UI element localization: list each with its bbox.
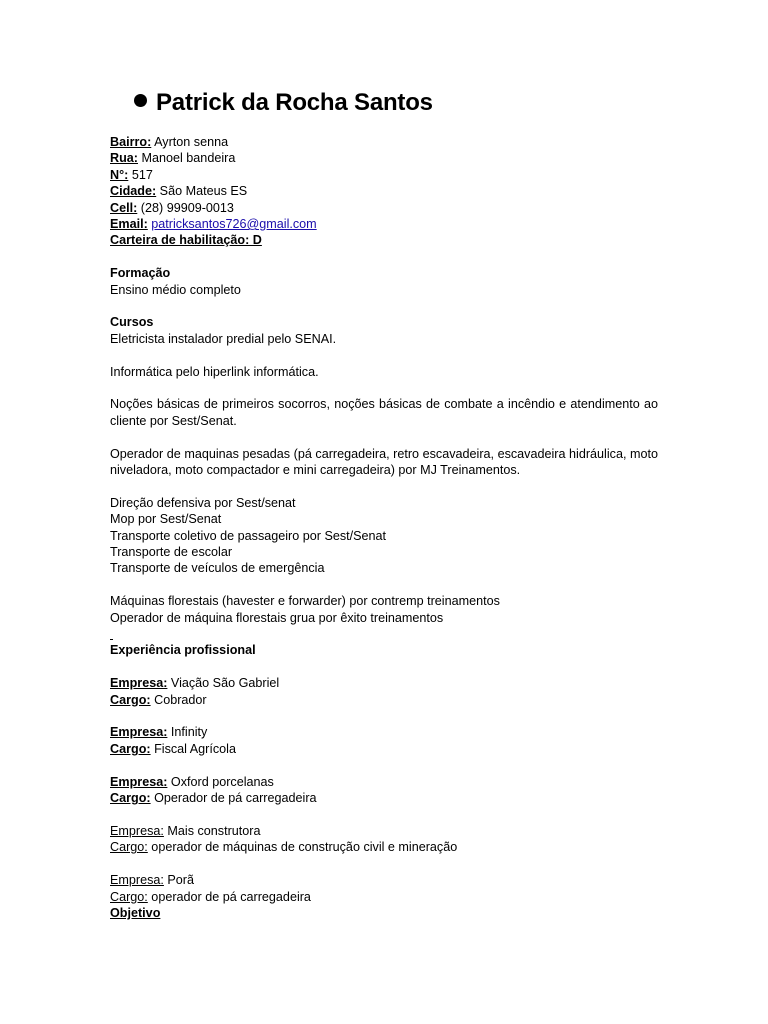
empresa-label: Empresa: bbox=[110, 823, 164, 838]
cell-value: (28) 99909-0013 bbox=[137, 200, 234, 215]
empresa-value: Porã bbox=[163, 873, 195, 888]
curso-item: Operador de maquinas pesadas (pá carregadeira, retro escavadeira, escavadeira hidráulica, moto niveladora, moto compactador e mini carregadeira) por MJ Treinamentos. bbox=[110, 446, 658, 478]
name-text: Patrick da Rocha Santos bbox=[156, 89, 433, 116]
curso-item: Transporte de veículos de emergência bbox=[110, 561, 325, 576]
empresa-label: Empresa: bbox=[110, 774, 168, 789]
bullet-icon bbox=[134, 94, 147, 107]
curso-item: Direção defensiva por Sest/senat bbox=[110, 495, 296, 510]
rua-value: Manoel bandeira bbox=[138, 151, 236, 166]
job-cargo-line bbox=[110, 692, 658, 708]
spacer bbox=[110, 478, 658, 494]
experiencia-heading: Experiência profissional bbox=[110, 643, 256, 658]
numero-line bbox=[110, 167, 658, 183]
job-empresa-line bbox=[110, 872, 658, 888]
curso-item: Máquinas florestais (havester e forwarder) por contremp treinamentos bbox=[110, 594, 500, 609]
rua-line bbox=[110, 150, 658, 166]
candidate-name bbox=[134, 86, 433, 120]
email-label: Email: bbox=[110, 217, 148, 232]
email-link[interactable]: patricksantos726@gmail.com bbox=[151, 217, 317, 232]
cargo-value: Operador de pá carregadeira bbox=[150, 791, 317, 806]
cnh-line: Carteira de habilitação: D bbox=[110, 233, 262, 248]
curso-item: Operador de máquina florestais grua por êxito treinamentos bbox=[110, 610, 444, 625]
cargo-value: Cobrador bbox=[150, 692, 207, 707]
spacer-mark bbox=[110, 626, 658, 642]
empresa-label: Empresa: bbox=[110, 725, 168, 740]
job-cargo-line bbox=[110, 741, 658, 757]
spacer bbox=[110, 807, 658, 823]
cidade-value: São Mateus ES bbox=[156, 184, 248, 199]
spacer bbox=[110, 757, 658, 773]
cell-label: Cell: bbox=[110, 200, 138, 215]
curso-item: Transporte coletivo de passageiro por Sest/Senat bbox=[110, 528, 387, 543]
spacer bbox=[110, 249, 658, 265]
bairro-label: Bairro: bbox=[110, 135, 152, 149]
cell-line bbox=[110, 200, 658, 216]
empresa-value: Infinity bbox=[167, 725, 208, 740]
cargo-label: Cargo: bbox=[110, 889, 148, 904]
objetivo-heading: Objetivo bbox=[110, 905, 161, 920]
job-empresa-line bbox=[110, 774, 658, 790]
curso-item: Transporte de escolar bbox=[110, 545, 233, 560]
curso-item: Mop por Sest/Senat bbox=[110, 512, 222, 527]
resume-body bbox=[110, 134, 658, 921]
numero-label: N°: bbox=[110, 167, 129, 182]
spacer bbox=[110, 380, 658, 396]
bairro-value: Ayrton senna bbox=[151, 135, 229, 149]
cargo-label: Cargo: bbox=[110, 840, 148, 855]
job-cargo-line bbox=[110, 889, 658, 905]
spacer bbox=[110, 577, 658, 593]
curso-item: Informática pelo hiperlink informática. bbox=[110, 364, 319, 379]
formacao-text: Ensino médio completo bbox=[110, 282, 241, 297]
curso-item: Eletricista instalador predial pelo SENAI. bbox=[110, 331, 337, 346]
spacer bbox=[110, 298, 658, 314]
spacer bbox=[110, 856, 658, 872]
spacer bbox=[110, 659, 658, 675]
job-empresa-line bbox=[110, 724, 658, 740]
spacer bbox=[110, 708, 658, 724]
empresa-label: Empresa: bbox=[110, 676, 168, 691]
empresa-label: Empresa: bbox=[110, 873, 164, 888]
job-cargo-line bbox=[110, 839, 658, 855]
cargo-label: Cargo: bbox=[110, 692, 151, 707]
underline-mark bbox=[110, 639, 113, 640]
job-cargo-line bbox=[110, 790, 658, 806]
cargo-value: operador de máquinas de construção civil e mineração bbox=[147, 840, 458, 855]
empresa-value: Mais construtora bbox=[163, 823, 261, 838]
formacao-heading: Formação bbox=[110, 266, 171, 281]
cargo-label: Cargo: bbox=[110, 741, 151, 756]
empresa-value: Oxford porcelanas bbox=[167, 774, 274, 789]
cursos-heading: Cursos bbox=[110, 315, 154, 330]
email-line bbox=[110, 216, 658, 232]
jobs-list bbox=[110, 659, 658, 905]
spacer bbox=[110, 347, 658, 363]
curso-item: Noções básicas de primeiros socorros, noções básicas de combate a incêndio e atendimento ao cliente por Sest/Senat. bbox=[110, 397, 658, 428]
cargo-value: Fiscal Agrícola bbox=[150, 741, 236, 756]
empresa-value: Viação São Gabriel bbox=[167, 676, 280, 691]
job-empresa-line bbox=[110, 823, 658, 839]
job-empresa-line bbox=[110, 675, 658, 691]
cidade-line bbox=[110, 183, 658, 199]
cargo-value: operador de pá carregadeira bbox=[147, 889, 311, 904]
rua-label: Rua: bbox=[110, 151, 138, 166]
cargo-label: Cargo: bbox=[110, 791, 151, 806]
numero-value: 517 bbox=[128, 167, 153, 182]
cidade-label: Cidade: bbox=[110, 184, 157, 199]
bairro-line bbox=[110, 134, 658, 150]
spacer bbox=[110, 429, 658, 445]
